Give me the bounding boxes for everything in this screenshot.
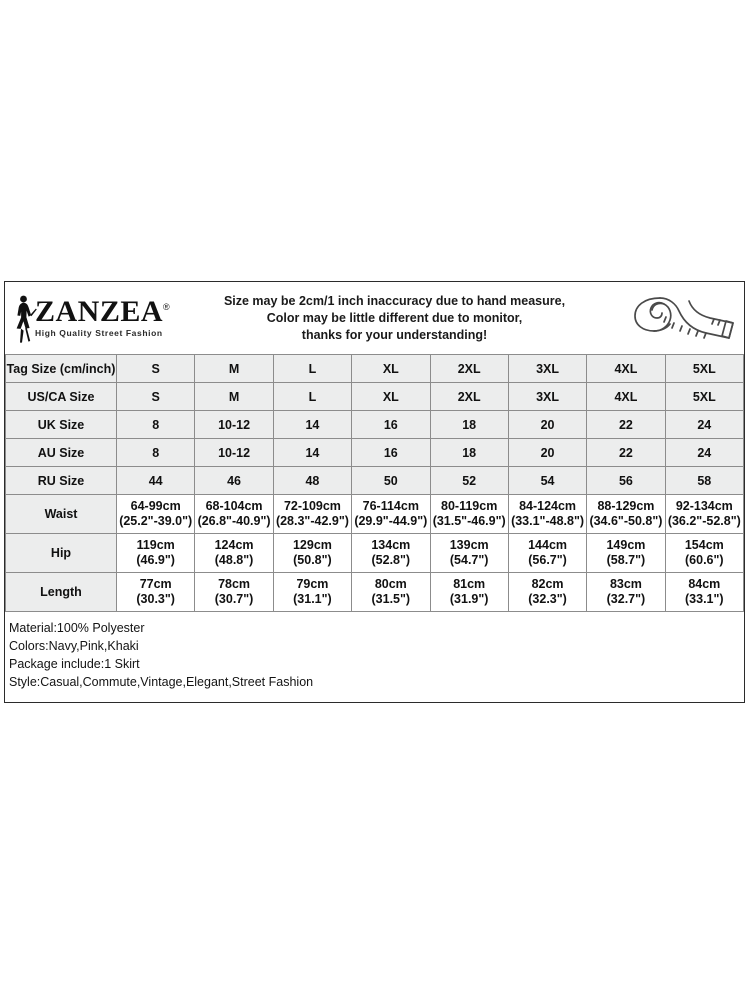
cell-uk-3: 14 [273,411,351,439]
cell-hip-5 [430,534,508,573]
notice-line-2: Color may be little different due to monitor, [266,310,523,325]
cell-length-5 [430,573,508,612]
cell-hip-1 [117,534,195,573]
size-chart-table [5,354,744,612]
cell-length-7 [587,573,665,612]
cell-hip-8-inch: (60.6") [685,553,724,567]
cell-waist-8-cm: 92-134cm [675,499,733,513]
woman-silhouette-icon [11,294,37,344]
table-row-au-size [6,439,744,467]
row-label-tag-size-line1: Tag Size [6,361,57,376]
cell-waist-4-inch: (29.9"-44.9") [354,514,428,528]
cell-us-ca-2: M [195,383,273,411]
cell-us-ca-6: 3XL [508,383,586,411]
cell-waist-7 [587,495,665,534]
cell-hip-6 [508,534,586,573]
detail-material: Material:100% Polyester [9,621,145,635]
table-row-hip [6,534,744,573]
cell-waist-1-inch: (25.2"-39.0") [119,514,193,528]
row-label-hip: Hip [6,534,117,573]
cell-length-8-cm: 84cm [688,577,721,591]
cell-tag-size-2xl: 2XL [430,355,508,383]
cell-waist-3-cm: 72-109cm [283,499,341,513]
cell-tag-size-xl: XL [352,355,430,383]
cell-length-3-inch: (31.1") [293,592,332,606]
cell-length-5-cm: 81cm [453,577,486,591]
cell-us-ca-1: S [117,383,195,411]
cell-ru-8: 58 [665,467,743,495]
cell-waist-6-cm: 84-124cm [519,499,577,513]
cell-waist-1 [117,495,195,534]
detail-style: Style:Casual,Commute,Vintage,Elegant,Street Fashion [9,675,314,689]
cell-waist-4 [352,495,430,534]
cell-tag-size-3xl: 3XL [508,355,586,383]
table-row-us-ca-size [6,383,744,411]
cell-length-6-cm: 82cm [531,577,564,591]
cell-uk-4: 16 [352,411,430,439]
cell-ru-3: 48 [273,467,351,495]
cell-waist-6-inch: (33.1"-48.8") [511,514,585,528]
cell-waist-1-cm: 64-99cm [130,499,181,513]
cell-tag-size-s: S [117,355,195,383]
cell-ru-2: 46 [195,467,273,495]
cell-us-ca-4: XL [352,383,430,411]
brand-tagline: High Quality Street Fashion [35,328,163,338]
cell-waist-5-cm: 80-119cm [441,499,498,513]
cell-ru-4: 50 [352,467,430,495]
cell-au-8: 24 [665,439,743,467]
cell-hip-2 [195,534,273,573]
table-row-ru-size [6,467,744,495]
cell-length-2-inch: (30.7") [214,592,254,606]
cell-length-1-cm: 77cm [139,577,172,591]
row-label-waist: Waist [6,495,117,534]
cell-au-4: 16 [352,439,430,467]
cell-hip-1-inch: (46.9") [136,553,175,567]
cell-waist-6 [508,495,586,534]
cell-waist-8-inch: (36.2"-52.8") [667,514,741,528]
cell-length-7-cm: 83cm [609,577,642,591]
cell-us-ca-7: 4XL [587,383,665,411]
cell-uk-7: 22 [587,411,665,439]
cell-waist-2-inch: (26.8"-40.9") [197,514,271,528]
cell-au-1: 8 [117,439,195,467]
cell-length-7-inch: (32.7") [606,592,646,606]
notice-line-3: thanks for your understanding! [301,327,488,342]
cell-waist-5-inch: (31.5"-46.9") [432,514,506,528]
cell-au-5: 18 [430,439,508,467]
product-details [5,612,744,691]
cell-hip-4-inch: (52.8") [371,553,411,567]
cell-tag-size-l: L [273,355,351,383]
row-label-length: Length [6,573,117,612]
cell-ru-1: 44 [117,467,195,495]
cell-us-ca-5: 2XL [430,383,508,411]
cell-au-3: 14 [273,439,351,467]
cell-uk-5: 18 [430,411,508,439]
cell-length-1-inch: (30.3") [136,592,175,606]
cell-length-2 [195,573,273,612]
cell-ru-5: 52 [430,467,508,495]
cell-hip-7-inch: (58.7") [606,553,646,567]
cell-length-3 [273,573,351,612]
cell-ru-7: 56 [587,467,665,495]
cell-waist-8 [665,495,743,534]
row-label-uk: UK Size [6,411,117,439]
cell-hip-4-cm: 134cm [371,538,411,552]
cell-hip-5-cm: 139cm [449,538,489,552]
cell-hip-3-inch: (50.8") [293,553,332,567]
cell-us-ca-8: 5XL [665,383,743,411]
cell-au-7: 22 [587,439,665,467]
cell-au-2: 10-12 [195,439,273,467]
row-label-ru: RU Size [6,467,117,495]
cell-hip-7-cm: 149cm [606,538,646,552]
table-row-uk-size [6,411,744,439]
cell-length-4-inch: (31.5") [371,592,411,606]
cell-hip-8-cm: 154cm [684,538,724,552]
size-chart-sheet [4,281,745,703]
cell-ru-6: 54 [508,467,586,495]
cell-hip-1-cm: 119cm [136,538,175,552]
cell-hip-7 [587,534,665,573]
cell-length-4 [352,573,430,612]
row-label-us-ca: US/CA Size [6,383,117,411]
brand-logo [5,292,171,344]
notice-line-1: Size may be 2cm/1 inch inaccuracy due to hand measure, [223,293,566,308]
cell-waist-7-inch: (34.6"-50.8") [589,514,663,528]
registered-mark: ® [163,302,171,312]
cell-length-1 [117,573,195,612]
cell-tag-size-5xl: 5XL [665,355,743,383]
cell-hip-4 [352,534,430,573]
cell-length-2-cm: 78cm [218,577,251,591]
cell-tag-size-m: M [195,355,273,383]
cell-length-8 [665,573,743,612]
row-label-au: AU Size [6,439,117,467]
table-row-tag-size [6,355,744,383]
cell-tag-size-4xl: 4XL [587,355,665,383]
row-label-tag-size-line2: (cm/inch) [59,361,116,376]
cell-length-6 [508,573,586,612]
cell-uk-1: 8 [117,411,195,439]
cell-au-6: 20 [508,439,586,467]
cell-length-8-inch: (33.1") [685,592,724,606]
row-label-tag-size [6,355,117,383]
cell-waist-7-cm: 88-129cm [597,499,655,513]
cell-length-4-cm: 80cm [374,577,407,591]
cell-hip-2-inch: (48.8") [214,553,254,567]
cell-waist-3-inch: (28.3"-42.9") [275,514,349,528]
cell-length-5-inch: (31.9") [449,592,489,606]
chart-header [5,282,744,354]
cell-uk-6: 20 [508,411,586,439]
cell-waist-3 [273,495,351,534]
brand-name: ZANZEA® [35,295,171,328]
cell-waist-2 [195,495,273,534]
cell-uk-2: 10-12 [195,411,273,439]
table-row-length [6,573,744,612]
cell-length-3-cm: 79cm [296,577,329,591]
cell-hip-2-cm: 124cm [214,538,254,552]
detail-package: Package include:1 Skirt [9,657,140,671]
cell-waist-5 [430,495,508,534]
tape-icon-wrap [624,292,744,344]
detail-colors: Colors:Navy,Pink,Khaki [9,639,139,653]
cell-hip-8 [665,534,743,573]
cell-hip-5-inch: (54.7") [449,553,489,567]
measuring-tape-icon [630,292,738,344]
cell-hip-6-inch: (56.7") [528,553,567,567]
cell-hip-6-cm: 144cm [528,538,568,552]
cell-hip-3 [273,534,351,573]
cell-length-6-inch: (32.3") [528,592,567,606]
cell-uk-8: 24 [665,411,743,439]
table-row-waist [6,495,744,534]
cell-waist-2-cm: 68-104cm [205,499,263,513]
cell-waist-4-cm: 76-114cm [362,499,419,513]
cell-us-ca-3: L [273,383,351,411]
measurement-notice [165,293,624,344]
cell-hip-3-cm: 129cm [292,538,332,552]
